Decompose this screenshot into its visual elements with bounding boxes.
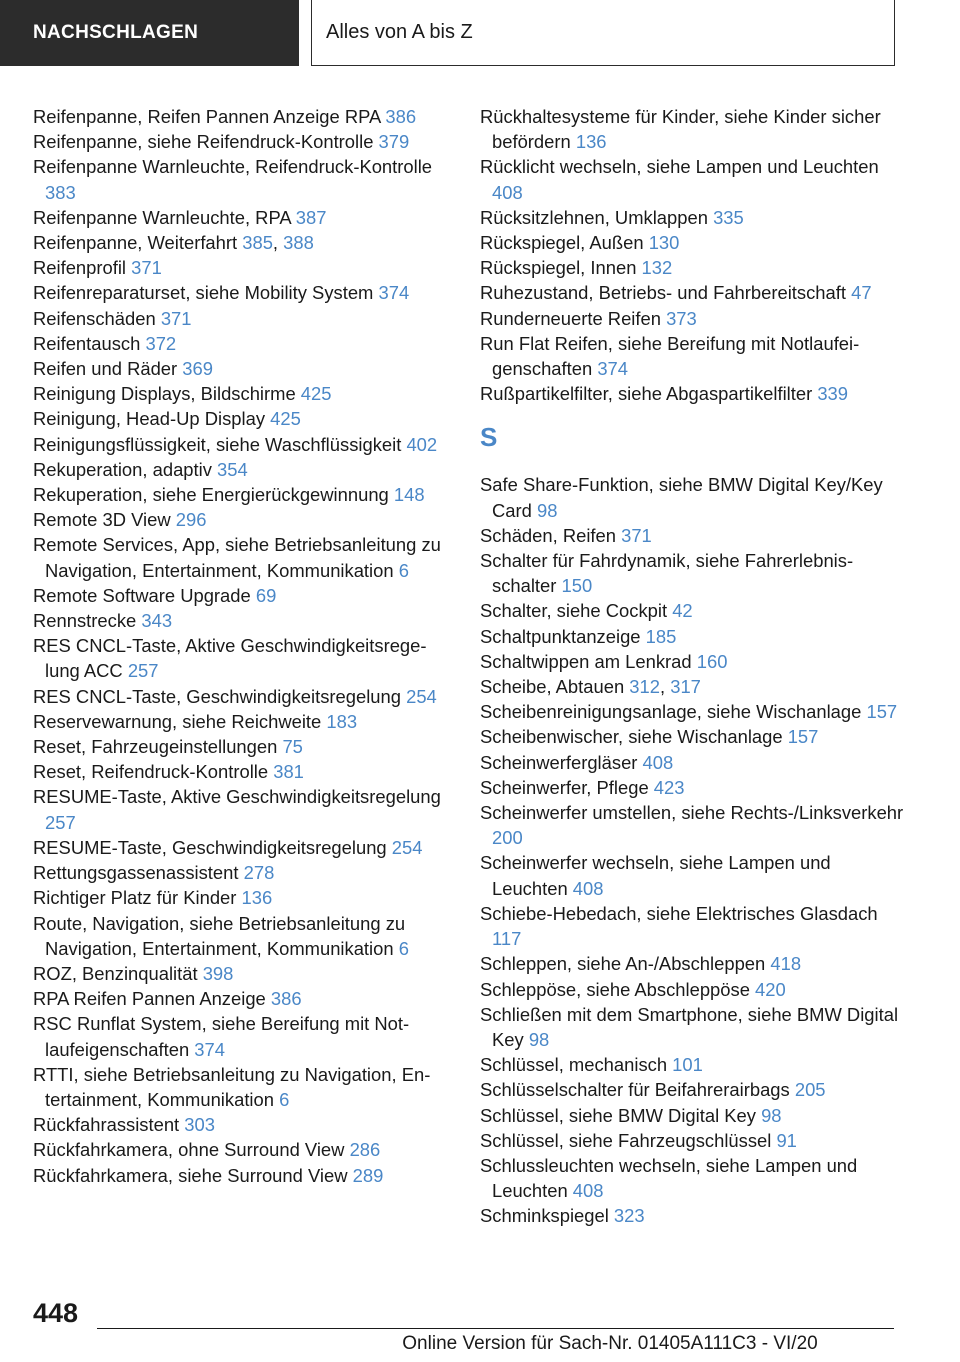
index-entry (33, 406, 453, 431)
index-entry (480, 381, 905, 406)
index-entry (480, 548, 905, 598)
page-reference-link[interactable]: 160 (696, 650, 728, 672)
page-reference-link[interactable]: 343 (141, 610, 173, 632)
index-term: RTTI, siehe Betriebsanleitung zu Navigation, Entertainment, Kommunikation (33, 1063, 431, 1110)
index-term: Reifenpanne, siehe Reifendruck-Kontrolle (33, 131, 379, 153)
page-reference-link[interactable]: 335 (713, 206, 744, 228)
index-list-left (33, 104, 453, 1188)
index-entry (33, 1137, 453, 1162)
index-entry (33, 356, 453, 381)
index-entry (33, 306, 453, 331)
page-reference-link[interactable]: 101 (672, 1054, 703, 1076)
page-reference-link[interactable]: 6 (398, 937, 409, 959)
index-term: Reservewarnung, siehe Reichweite (33, 710, 327, 732)
page-reference-link[interactable]: 278 (243, 862, 275, 884)
index-column-left (33, 104, 453, 1188)
page-reference-link[interactable]: 254 (406, 685, 437, 707)
index-entry (480, 205, 905, 230)
page-reference-link[interactable]: 418 (770, 953, 802, 975)
index-entry (33, 331, 453, 356)
page-reference-link[interactable]: 374 (378, 282, 410, 304)
index-entry (33, 532, 453, 582)
index-term: Rücksitzlehnen, Umklappen (480, 206, 714, 228)
page-reference-link[interactable]: 387 (295, 206, 327, 228)
index-entry (480, 331, 905, 381)
index-entry (480, 1103, 905, 1128)
page-reference-link[interactable]: 200 (492, 827, 523, 849)
page-reference-link[interactable]: 205 (794, 1079, 826, 1101)
index-term: Scheinwerfer wechseln, siehe Lampen und Leuchten (480, 852, 831, 899)
index-term: ROZ, Benzinqualität (33, 962, 203, 984)
index-entry (480, 951, 905, 976)
index-entry (33, 1062, 453, 1112)
index-term: RESUME-Taste, Geschwindigkeitsregelung (33, 836, 392, 858)
page-reference-link[interactable]: 136 (241, 887, 273, 909)
index-term: Safe Share-Funktion, siehe BMW Digital Key/Key Card (480, 474, 883, 521)
index-entry (480, 598, 905, 623)
section-tab (0, 0, 299, 66)
index-term: Rückspiegel, Außen (480, 232, 649, 254)
page-reference-link[interactable]: 312 (629, 676, 660, 698)
index-entry (33, 432, 453, 457)
index-entry (480, 280, 905, 305)
page-reference-link[interactable]: 254 (391, 836, 423, 858)
index-term: Schlüsselschalter für Beifahrerairbags (480, 1079, 795, 1101)
index-term: Reset, Fahrzeugeinstellungen (33, 736, 283, 758)
index-term: Rettungsgassenassistent (33, 862, 244, 884)
page-reference-link[interactable]: 408 (572, 877, 604, 899)
chapter-title: Alles von A bis Z (326, 21, 473, 43)
index-entry (480, 230, 905, 255)
index-term: Runderneuerte Reifen (480, 307, 667, 329)
index-entry (33, 835, 453, 860)
index-entry (480, 724, 905, 749)
index-term: Remote Services, App, siehe Betriebsanleitung zu Navigation, Entertainment, Kommunikation (33, 534, 441, 581)
page-reference-link[interactable]: 386 (385, 106, 417, 127)
index-entry: Reifenpanne, Weiterfahrt 385, 388 (33, 232, 314, 254)
index-entry (33, 482, 453, 507)
index-term: Reifenpanne, Reifen Pannen Anzeige RPA (33, 106, 386, 127)
index-term: Schleppen, siehe An-/Abschleppen (480, 953, 771, 975)
index-entry (33, 784, 453, 834)
index-list-right-bottom (480, 472, 905, 1228)
index-term: Reifentausch (33, 332, 146, 354)
index-term: Rußpartikelfilter, siehe Abgaspartikelfilter (480, 383, 818, 405)
page-reference-link[interactable]: 42 (672, 600, 693, 622)
page-reference-link[interactable]: 75 (282, 736, 303, 758)
page-reference-link[interactable]: 323 (613, 1205, 645, 1227)
index-entry: Scheibe, Abtauen 312, 317 (480, 676, 701, 698)
index-term: Reifenpanne Warnleuchte, RPA (33, 206, 296, 228)
index-term: Schäden, Reifen (480, 524, 622, 546)
page-reference-link[interactable]: 185 (645, 625, 677, 647)
index-entry (480, 750, 905, 775)
page-reference-link[interactable]: 385 (242, 232, 273, 254)
page-reference-link[interactable]: 386 (270, 988, 302, 1010)
index-entry (33, 583, 453, 608)
index-entry (480, 104, 905, 154)
index-entry (33, 381, 453, 406)
page-reference-link[interactable]: 388 (283, 232, 314, 254)
page-reference-link[interactable]: 420 (755, 978, 786, 1000)
index-entry (33, 633, 453, 683)
index-entry (480, 699, 905, 724)
chapter-tab (311, 0, 895, 66)
page-reference-link[interactable]: 354 (217, 458, 248, 480)
page-reference-link[interactable]: 289 (352, 1164, 384, 1186)
page-reference-link[interactable]: 91 (776, 1129, 797, 1151)
index-entry (480, 1128, 905, 1153)
page-reference-link[interactable]: 257 (45, 811, 76, 833)
page-reference-link[interactable]: 117 (492, 928, 522, 950)
page-reference-link[interactable]: 286 (349, 1139, 381, 1161)
index-term: Run Flat Reifen, siehe Bereifung mit Notlaufeigenschaften (480, 332, 860, 380)
section-title: NACHSCHLAGEN (33, 22, 199, 43)
index-entry (33, 507, 453, 532)
page-reference-link[interactable]: 183 (326, 710, 358, 732)
page-reference-link[interactable]: 374 (597, 358, 629, 380)
index-term: Reifenreparaturset, siehe Mobility System (33, 282, 379, 304)
index-term: Remote Software Upgrade (33, 584, 256, 606)
page-reference-link[interactable]: 69 (255, 584, 277, 606)
index-term: Rekuperation, siehe Energierückgewinnung (33, 484, 394, 506)
footer-note: Online Version für Sach-Nr. 01405A111C3 - VI/20 (402, 1333, 818, 1354)
index-entry (480, 255, 905, 280)
index-term: Schlüssel, mechanisch (480, 1054, 673, 1076)
footer-divider (97, 1328, 894, 1329)
page-reference-link[interactable]: 379 (378, 131, 410, 153)
index-term: Schlussleuchten wechseln, siehe Lampen und Leuchten (480, 1154, 858, 1202)
index-entry (480, 1077, 905, 1102)
index-entry (33, 154, 453, 204)
page-reference-link[interactable]: 423 (653, 776, 685, 798)
index-term: Scheibe, Abtauen (480, 676, 630, 698)
index-term: Scheibenwischer, siehe Wischanlage (480, 726, 788, 748)
index-term: Schiebe-Hebedach, siehe Elektrisches Glasdach (480, 902, 878, 924)
page-reference-link[interactable]: 371 (131, 257, 162, 279)
page-reference-link[interactable]: 381 (273, 761, 304, 783)
index-term: Reifenpanne, Weiterfahrt (33, 232, 243, 254)
index-entry (33, 608, 453, 633)
index-term: Rekuperation, adaptiv (33, 458, 218, 480)
index-entry (33, 280, 453, 305)
index-term: Rückhaltesysteme für Kinder, siehe Kinder sicher befördern (480, 106, 881, 153)
page-reference-link[interactable]: 373 (666, 307, 697, 329)
index-term: Rückspiegel, Innen (480, 257, 642, 279)
page-reference-link[interactable]: 303 (184, 1114, 215, 1136)
index-entry (33, 709, 453, 734)
page-reference-link[interactable]: 369 (182, 358, 213, 380)
index-term: Reifenschäden (33, 307, 161, 329)
index-entry (33, 684, 453, 709)
page-reference-link[interactable]: 136 (575, 131, 607, 153)
page-reference-link[interactable]: 383 (45, 181, 76, 203)
page-reference-link[interactable]: 296 (175, 509, 207, 531)
index-entry (480, 472, 905, 522)
page-reference-link[interactable]: 150 (561, 575, 593, 597)
index-term: Scheibenreinigungsanlage, siehe Wischanlage (480, 701, 867, 723)
page-reference-link[interactable]: 6 (398, 559, 409, 581)
page-reference-link[interactable]: 425 (300, 383, 332, 405)
page-reference-link[interactable]: 317 (670, 676, 701, 698)
index-term: Schminkspiegel (480, 1205, 614, 1227)
index-term: Reinigung, Head-Up Display (33, 408, 271, 430)
index-entry (33, 734, 453, 759)
index-term: Richtiger Platz für Kinder (33, 887, 242, 909)
index-entry (33, 961, 453, 986)
page-reference-link[interactable]: 157 (866, 701, 898, 723)
index-term: Schleppöse, siehe Abschleppöse (480, 978, 756, 1000)
index-term: Schließen mit dem Smartphone, siehe BMW Digital Key (480, 1003, 899, 1050)
index-entry (480, 800, 905, 850)
index-entry (480, 1002, 905, 1052)
index-term: Ruhezustand, Betriebs- und Fahrbereitschaft (480, 282, 852, 304)
index-entry (480, 901, 905, 951)
index-term: Reifenpanne Warnleuchte, Reifendruck-Kontrolle (33, 156, 433, 178)
index-term: Schlüssel, siehe Fahrzeugschlüssel (480, 1129, 777, 1151)
page-reference-link[interactable]: 157 (787, 726, 819, 748)
index-term: Rückfahrassistent (33, 1114, 185, 1136)
page-reference-link[interactable]: 372 (145, 332, 177, 354)
page-reference-link[interactable]: 6 (279, 1088, 290, 1110)
page-reference-link[interactable]: 408 (492, 181, 523, 203)
index-term: Scheinwerfer umstellen, siehe Rechts-/Linksverkehr (480, 802, 904, 824)
index-entry (33, 860, 453, 885)
index-term: Schaltwippen am Lenkrad (480, 650, 697, 672)
index-entry (480, 154, 905, 204)
page-reference-link[interactable]: 408 (572, 1180, 604, 1202)
page-number: 448 (33, 1298, 79, 1328)
index-entry (33, 885, 453, 910)
page-reference-link[interactable]: 339 (817, 383, 849, 405)
page-reference-link[interactable]: 47 (851, 282, 872, 304)
index-term: RPA Reifen Pannen Anzeige (33, 988, 271, 1010)
index-term: Schalter für Fahrdynamik, siehe Fahrerlebnisschalter (480, 550, 854, 597)
index-entry (480, 523, 905, 548)
index-entry (33, 104, 453, 129)
index-entry (33, 759, 453, 784)
page-reference-link[interactable]: 257 (127, 660, 159, 682)
index-entry (480, 624, 905, 649)
page-reference-link[interactable]: 408 (642, 751, 674, 773)
index-term: Reifenprofil (33, 257, 132, 279)
index-term: Reinigung Displays, Bildschirme (33, 383, 301, 405)
index-entry (33, 255, 453, 280)
index-term: RSC Runflat System, siehe Bereifung mit Notlaufeigenschaften (33, 1013, 410, 1060)
index-term: RESUME-Taste, Aktive Geschwindigkeitsregelung (33, 786, 441, 808)
index-entry (33, 986, 453, 1011)
index-term: Schalter, siehe Cockpit (480, 600, 673, 622)
index-term: Scheinwerfergläser (480, 751, 643, 773)
index-list-right-top (480, 104, 905, 406)
index-entry (480, 306, 905, 331)
index-term: Remote 3D View (33, 509, 176, 531)
page-reference-link[interactable]: 425 (270, 408, 301, 430)
index-entry (480, 1153, 905, 1203)
index-entry (33, 205, 453, 230)
index-term: Reifen und Räder (33, 358, 183, 380)
index-entry (33, 129, 453, 154)
page-reference-link[interactable]: 130 (648, 232, 680, 254)
index-term: Rennstrecke (33, 610, 142, 632)
section-letter: S (480, 422, 498, 453)
index-entry (33, 1163, 453, 1188)
index-term: RES CNCL-Taste, Aktive Geschwindigkeitsregelung ACC (33, 635, 427, 682)
index-entry (33, 1112, 453, 1137)
index-term: Schaltpunktanzeige (480, 625, 646, 647)
index-term: Rückfahrkamera, siehe Surround View (33, 1164, 353, 1186)
index-column-right (480, 104, 905, 1229)
index-term: Schlüssel, siehe BMW Digital Key (480, 1104, 762, 1126)
index-term: RES CNCL-Taste, Geschwindigkeitsregelung (33, 685, 407, 707)
index-entry (480, 775, 905, 800)
page-reference-link[interactable]: 98 (536, 499, 558, 521)
page-reference-link[interactable]: 98 (528, 1028, 550, 1050)
index-term: Scheinwerfer, Pflege (480, 776, 654, 798)
index-entry (33, 911, 453, 961)
page-reference-link[interactable]: 148 (393, 484, 425, 506)
index-term: Reinigungsflüssigkeit, siehe Waschflüssigkeit (33, 433, 407, 455)
index-entry (480, 1052, 905, 1077)
index-entry (33, 457, 453, 482)
page-reference-link[interactable]: 98 (761, 1104, 782, 1126)
index-term: Rückfahrkamera, ohne Surround View (33, 1139, 350, 1161)
index-entry (33, 1011, 453, 1061)
page-reference-link[interactable]: 402 (406, 433, 438, 455)
index-term: Rücklicht wechseln, siehe Lampen und Leuchten (480, 156, 879, 178)
page-reference-link[interactable]: 374 (194, 1038, 225, 1060)
index-term: Route, Navigation, siehe Betriebsanleitung zu Navigation, Entertainment, Kommunikation (33, 912, 406, 959)
page-reference-link[interactable]: 371 (621, 524, 652, 546)
index-term: Reset, Reifendruck-Kontrolle (33, 761, 274, 783)
page-reference-link[interactable]: 398 (202, 962, 234, 984)
index-entry (480, 649, 905, 674)
index-entry (480, 850, 905, 900)
index-entry (480, 977, 905, 1002)
page-reference-link[interactable]: 132 (641, 257, 673, 279)
index-entry (480, 1203, 905, 1228)
page-reference-link[interactable]: 371 (160, 307, 192, 329)
